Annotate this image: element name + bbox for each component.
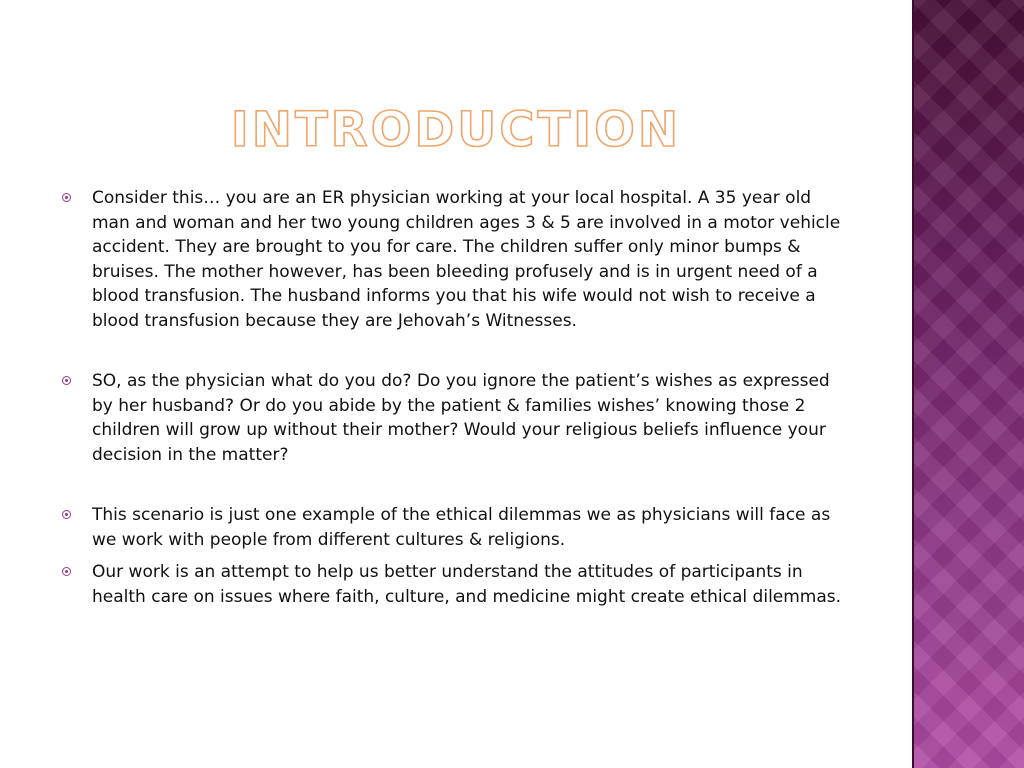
circle-bullet-icon <box>62 376 71 385</box>
bullet-list <box>62 186 852 609</box>
bullet-text: Consider this… you are an ER physician working at your local hospital. A 35 year old man and woman and her two young children ages 3 & 5 are involved in a motor vehicle accident. They are brought to you for care. The children suffer only minor bumps & bruises. The mother however, has been bleeding profusely and is in urgent need of a blood transfusion. The husband informs you that his wife would not wish to receive a blood transfusion because they are Jehovah’s Witnesses. <box>92 188 841 331</box>
circle-bullet-icon <box>62 510 71 519</box>
bullet-item <box>62 503 852 552</box>
circle-bullet-icon <box>62 193 71 202</box>
bullet-item <box>62 186 852 333</box>
bullet-item <box>62 560 852 609</box>
bullet-text: Our work is an attempt to help us better understand the attitudes of participants in health care on issues where faith, culture, and medicine might create ethical dilemmas. <box>92 562 842 607</box>
bullet-text: SO, as the physician what do you do? Do you ignore the patient’s wishes as expressed by her husband? Or do you abide by the patient & families wishes’ knowing those 2 children will grow up without their mother? Would your religious beliefs influence your decision in the matter? <box>92 371 830 465</box>
bullet-text: This scenario is just one example of the ethical dilemmas we as physicians will face as we work with people from different cultures & religions. <box>92 505 831 550</box>
slide-title: INTRODUCTION <box>230 102 682 158</box>
circle-bullet-icon <box>62 567 71 576</box>
decorative-side-band <box>912 0 1024 768</box>
bullet-item <box>62 369 852 467</box>
